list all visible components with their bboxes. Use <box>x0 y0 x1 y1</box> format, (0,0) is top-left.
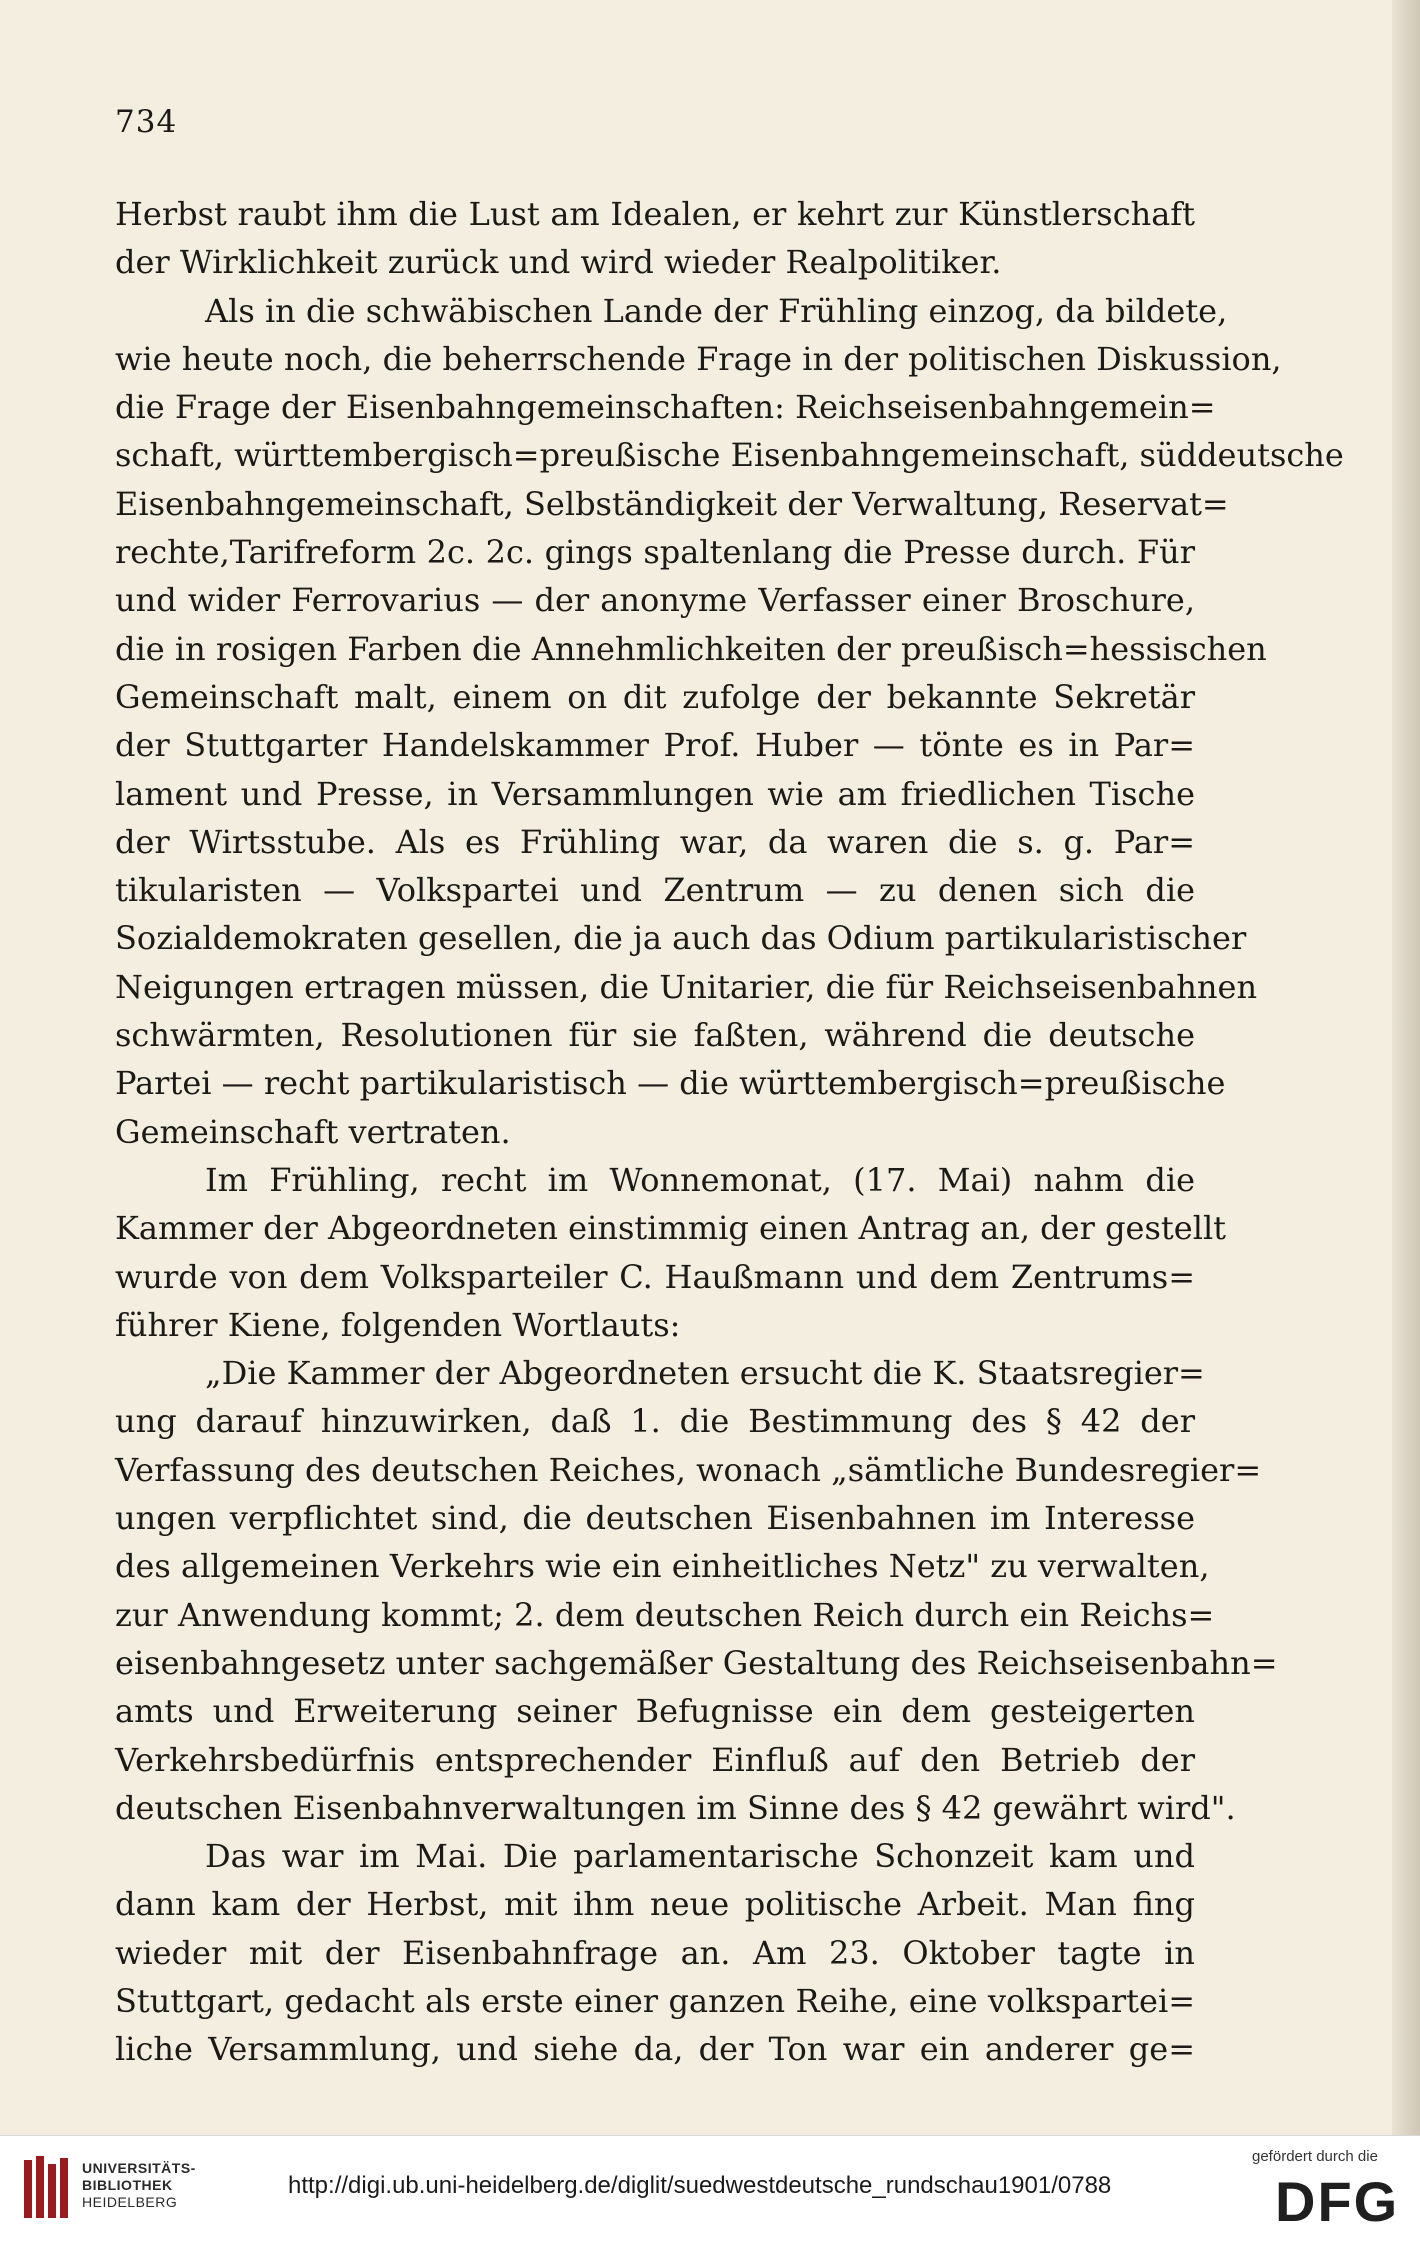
text-line: Stuttgart, gedacht als erste einer ganzen Reihe, eine volkspartei= <box>115 1981 1195 2020</box>
text-line: tikularisten — Volkspartei und Zentrum — zu denen sich die <box>115 871 1195 910</box>
text-line: amts und Erweiterung seiner Befugnisse ein dem gesteigerten <box>115 1692 1195 1731</box>
text-line: „Die Kammer der Abgeordneten ersucht die K. Staatsregier= <box>205 1354 1205 1393</box>
text-line: Im Frühling, recht im Wonnemonat, (17. Mai) nahm die <box>205 1160 1195 1199</box>
text-line: Eisenbahngemeinschaft, Selbständigkeit der Verwaltung, Reservat= <box>115 484 1229 523</box>
body-text <box>115 190 1344 2074</box>
text-line: Verkehrsbedürfnis entsprechender Einfluß auf den Betrieb der <box>115 1740 1195 1779</box>
text-line: Neigungen ertragen müssen, die Unitarier, die für Reichseisenbahnen <box>115 967 1258 1006</box>
text-line: die Frage der Eisenbahngemeinschaften: Reichseisenbahngemein= <box>115 388 1216 427</box>
text-line: Herbst raubt ihm die Lust am Idealen, er kehrt zur Künstlerschaft <box>115 195 1195 233</box>
text-line: die in rosigen Farben die Annehmlichkeiten der preußisch=hessischen <box>115 629 1267 668</box>
text-line: rechte,Tarifreform 2c. 2c. gings spaltenlang die Presse durch. Für <box>115 533 1195 572</box>
text-line: schaft, württembergisch=preußische Eisenbahngemeinschaft, süddeutsche <box>115 436 1344 475</box>
text-line: wie heute noch, die beherrschende Frage in der politischen Diskussion, <box>115 339 1282 378</box>
text-line: des allgemeinen Verkehrs wie ein einheitliches Netz" zu verwalten, <box>115 1547 1210 1586</box>
text-line: eisenbahngesetz unter sachgemäßer Gestaltung des Reichseisenbahn= <box>115 1643 1278 1682</box>
text-line: Sozialdemokraten gesellen, die ja auch das Odium partikularistischer <box>115 919 1247 958</box>
text-line: Verfassung des deutschen Reiches, wonach „sämtliche Bundesregier= <box>115 1450 1262 1489</box>
text-line: liche Versammlung, und siehe da, der Ton war ein anderer ge= <box>115 2030 1195 2069</box>
text-line: wurde von dem Volksparteiler C. Haußmann und dem Zentrums= <box>115 1257 1195 1296</box>
page-edge <box>1392 0 1420 2135</box>
text-line: der Wirtsstube. Als es Frühling war, da waren die s. g. Par= <box>115 822 1195 861</box>
text-line: zur Anwendung kommt; 2. dem deutschen Reich durch ein Reichs= <box>115 1595 1215 1634</box>
text-line: Gemeinschaft vertraten. <box>115 1112 511 1151</box>
text-line: ungen verpflichtet sind, die deutschen Eisenbahnen im Interesse <box>115 1499 1195 1538</box>
text-line: Partei — recht partikularistisch — die württembergisch=preußische <box>115 1064 1226 1103</box>
text-line: Gemeinschaft malt, einem on dit zufolge der bekannte Sekretär <box>115 677 1195 716</box>
text-line: und wider Ferrovarius — der anonyme Verfasser einer Broschure, <box>115 581 1195 620</box>
text-line: lament und Presse, in Versammlungen wie am friedlichen Tische <box>115 774 1195 813</box>
dfg-logo: DFG <box>1275 2170 1400 2233</box>
funding-caption: gefördert durch die <box>1252 2148 1378 2165</box>
library-name: UNIVERSITÄTS- BIBLIOTHEK HEIDELBERG <box>82 2160 196 2210</box>
source-url-link[interactable]: http://digi.ub.uni-heidelberg.de/diglit/suedwestdeutsche_rundschau1901/0788 <box>288 2172 1112 2199</box>
text-line: wieder mit der Eisenbahnfrage an. Am 23. Oktober tagte in <box>115 1933 1195 1972</box>
text-line: der Stuttgarter Handelskammer Prof. Huber — tönte es in Par= <box>115 726 1195 765</box>
library-seal-icon <box>22 2154 74 2224</box>
text-line: der Wirklichkeit zurück und wird wieder Realpolitiker. <box>115 243 1002 282</box>
footer-bar <box>0 2135 1420 2242</box>
text-line: Als in die schwäbischen Lande der Frühling einzog, da bildete, <box>205 291 1228 330</box>
text-line: führer Kiene, folgenden Wortlauts: <box>115 1305 681 1344</box>
page-number: 734 <box>115 104 178 140</box>
text-line: dann kam der Herbst, mit ihm neue politische Arbeit. Man fing <box>115 1885 1195 1924</box>
text-line: ung darauf hinzuwirken, daß 1. die Bestimmung des § 42 der <box>115 1402 1195 1441</box>
text-line: Kammer der Abgeordneten einstimmig einen Antrag an, der gestellt <box>115 1209 1227 1248</box>
text-line: deutschen Eisenbahnverwaltungen im Sinne des § 42 gewährt wird". <box>115 1788 1236 1827</box>
text-line: schwärmten, Resolutionen für sie faßten, während die deutsche <box>115 1016 1195 1055</box>
text-line: Das war im Mai. Die parlamentarische Schonzeit kam und <box>205 1837 1195 1876</box>
